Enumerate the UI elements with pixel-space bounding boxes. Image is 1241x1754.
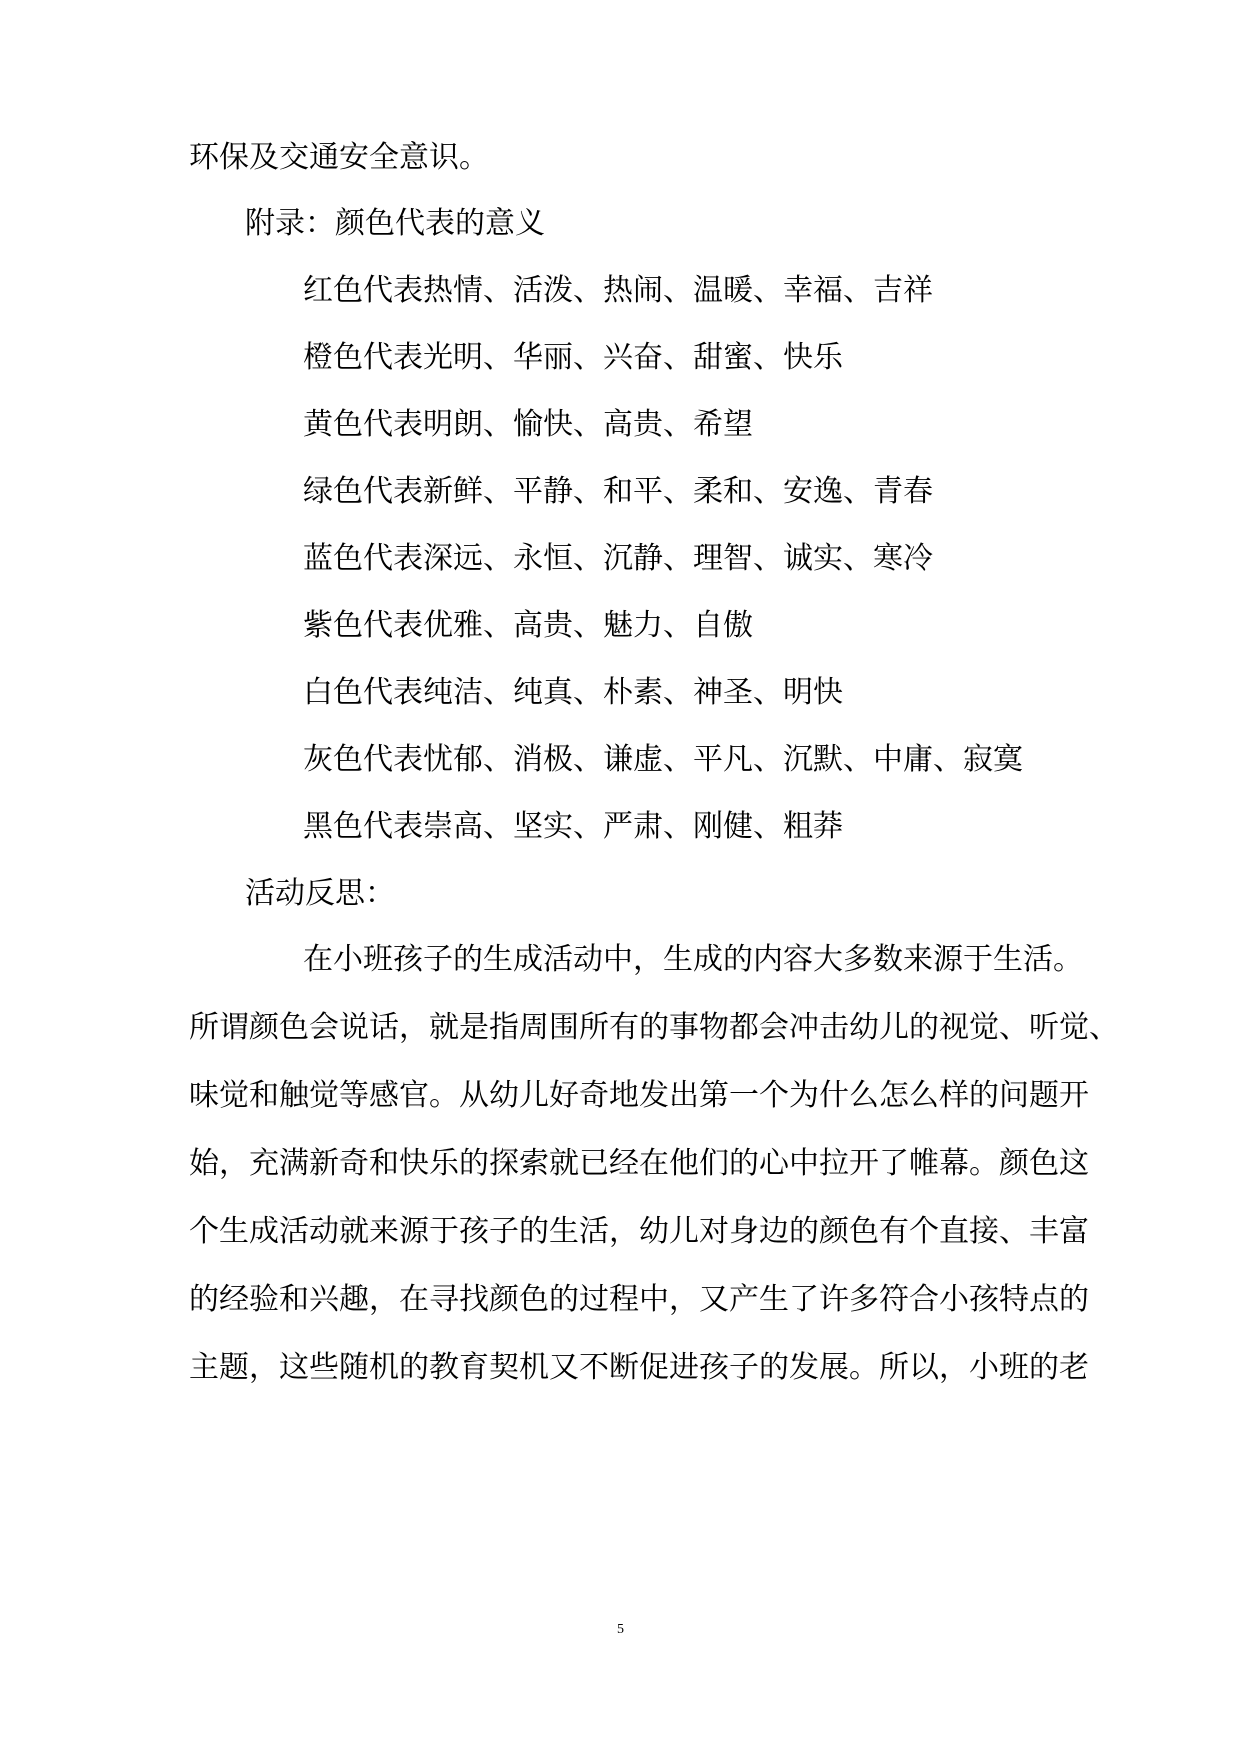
color-meaning-orange: 橙色代表光明、华丽、兴奋、甜蜜、快乐 [303,340,843,375]
reflection-line: 主题，这些随机的教育契机又不断促进孩子的发展。所以，小班的老 [189,1350,1089,1385]
color-meaning-black: 黑色代表崇高、坚实、严肃、刚健、粗莽 [303,809,843,844]
reflection-line: 在小班孩子的生成活动中，生成的内容大多数来源于生活。 [303,942,1083,977]
color-meaning-red: 红色代表热情、活泼、热闹、温暖、幸福、吉祥 [303,273,933,308]
intro-line: 环保及交通安全意识。 [189,140,489,175]
color-meaning-gray: 灰色代表忧郁、消极、谦虚、平凡、沉默、中庸、寂寞 [303,742,1023,777]
reflection-line: 个生成活动就来源于孩子的生活，幼儿对身边的颜色有个直接、丰富 [189,1214,1089,1249]
reflection-line: 的经验和兴趣，在寻找颜色的过程中，又产生了许多符合小孩特点的 [189,1282,1089,1317]
color-meaning-white: 白色代表纯洁、纯真、朴素、神圣、明快 [303,675,843,710]
color-meaning-purple: 紫色代表优雅、高贵、魅力、自傲 [303,608,753,643]
color-meaning-green: 绿色代表新鲜、平静、和平、柔和、安逸、青春 [303,474,933,509]
appendix-title: 附录：颜色代表的意义 [245,206,545,241]
page-number: 5 [617,1622,624,1637]
reflection-line: 味觉和触觉等感官。从幼儿好奇地发出第一个为什么怎么样的问题开 [189,1078,1089,1113]
color-meaning-yellow: 黄色代表明朗、愉快、高贵、希望 [303,407,753,442]
reflection-line: 所谓颜色会说话，就是指周围所有的事物都会冲击幼儿的视觉、听觉、 [189,1010,1119,1045]
reflection-title: 活动反思： [245,876,395,911]
reflection-line: 始，充满新奇和快乐的探索就已经在他们的心中拉开了帷幕。颜色这 [189,1146,1089,1181]
color-meaning-blue: 蓝色代表深远、永恒、沉静、理智、诚实、寒冷 [303,541,933,576]
